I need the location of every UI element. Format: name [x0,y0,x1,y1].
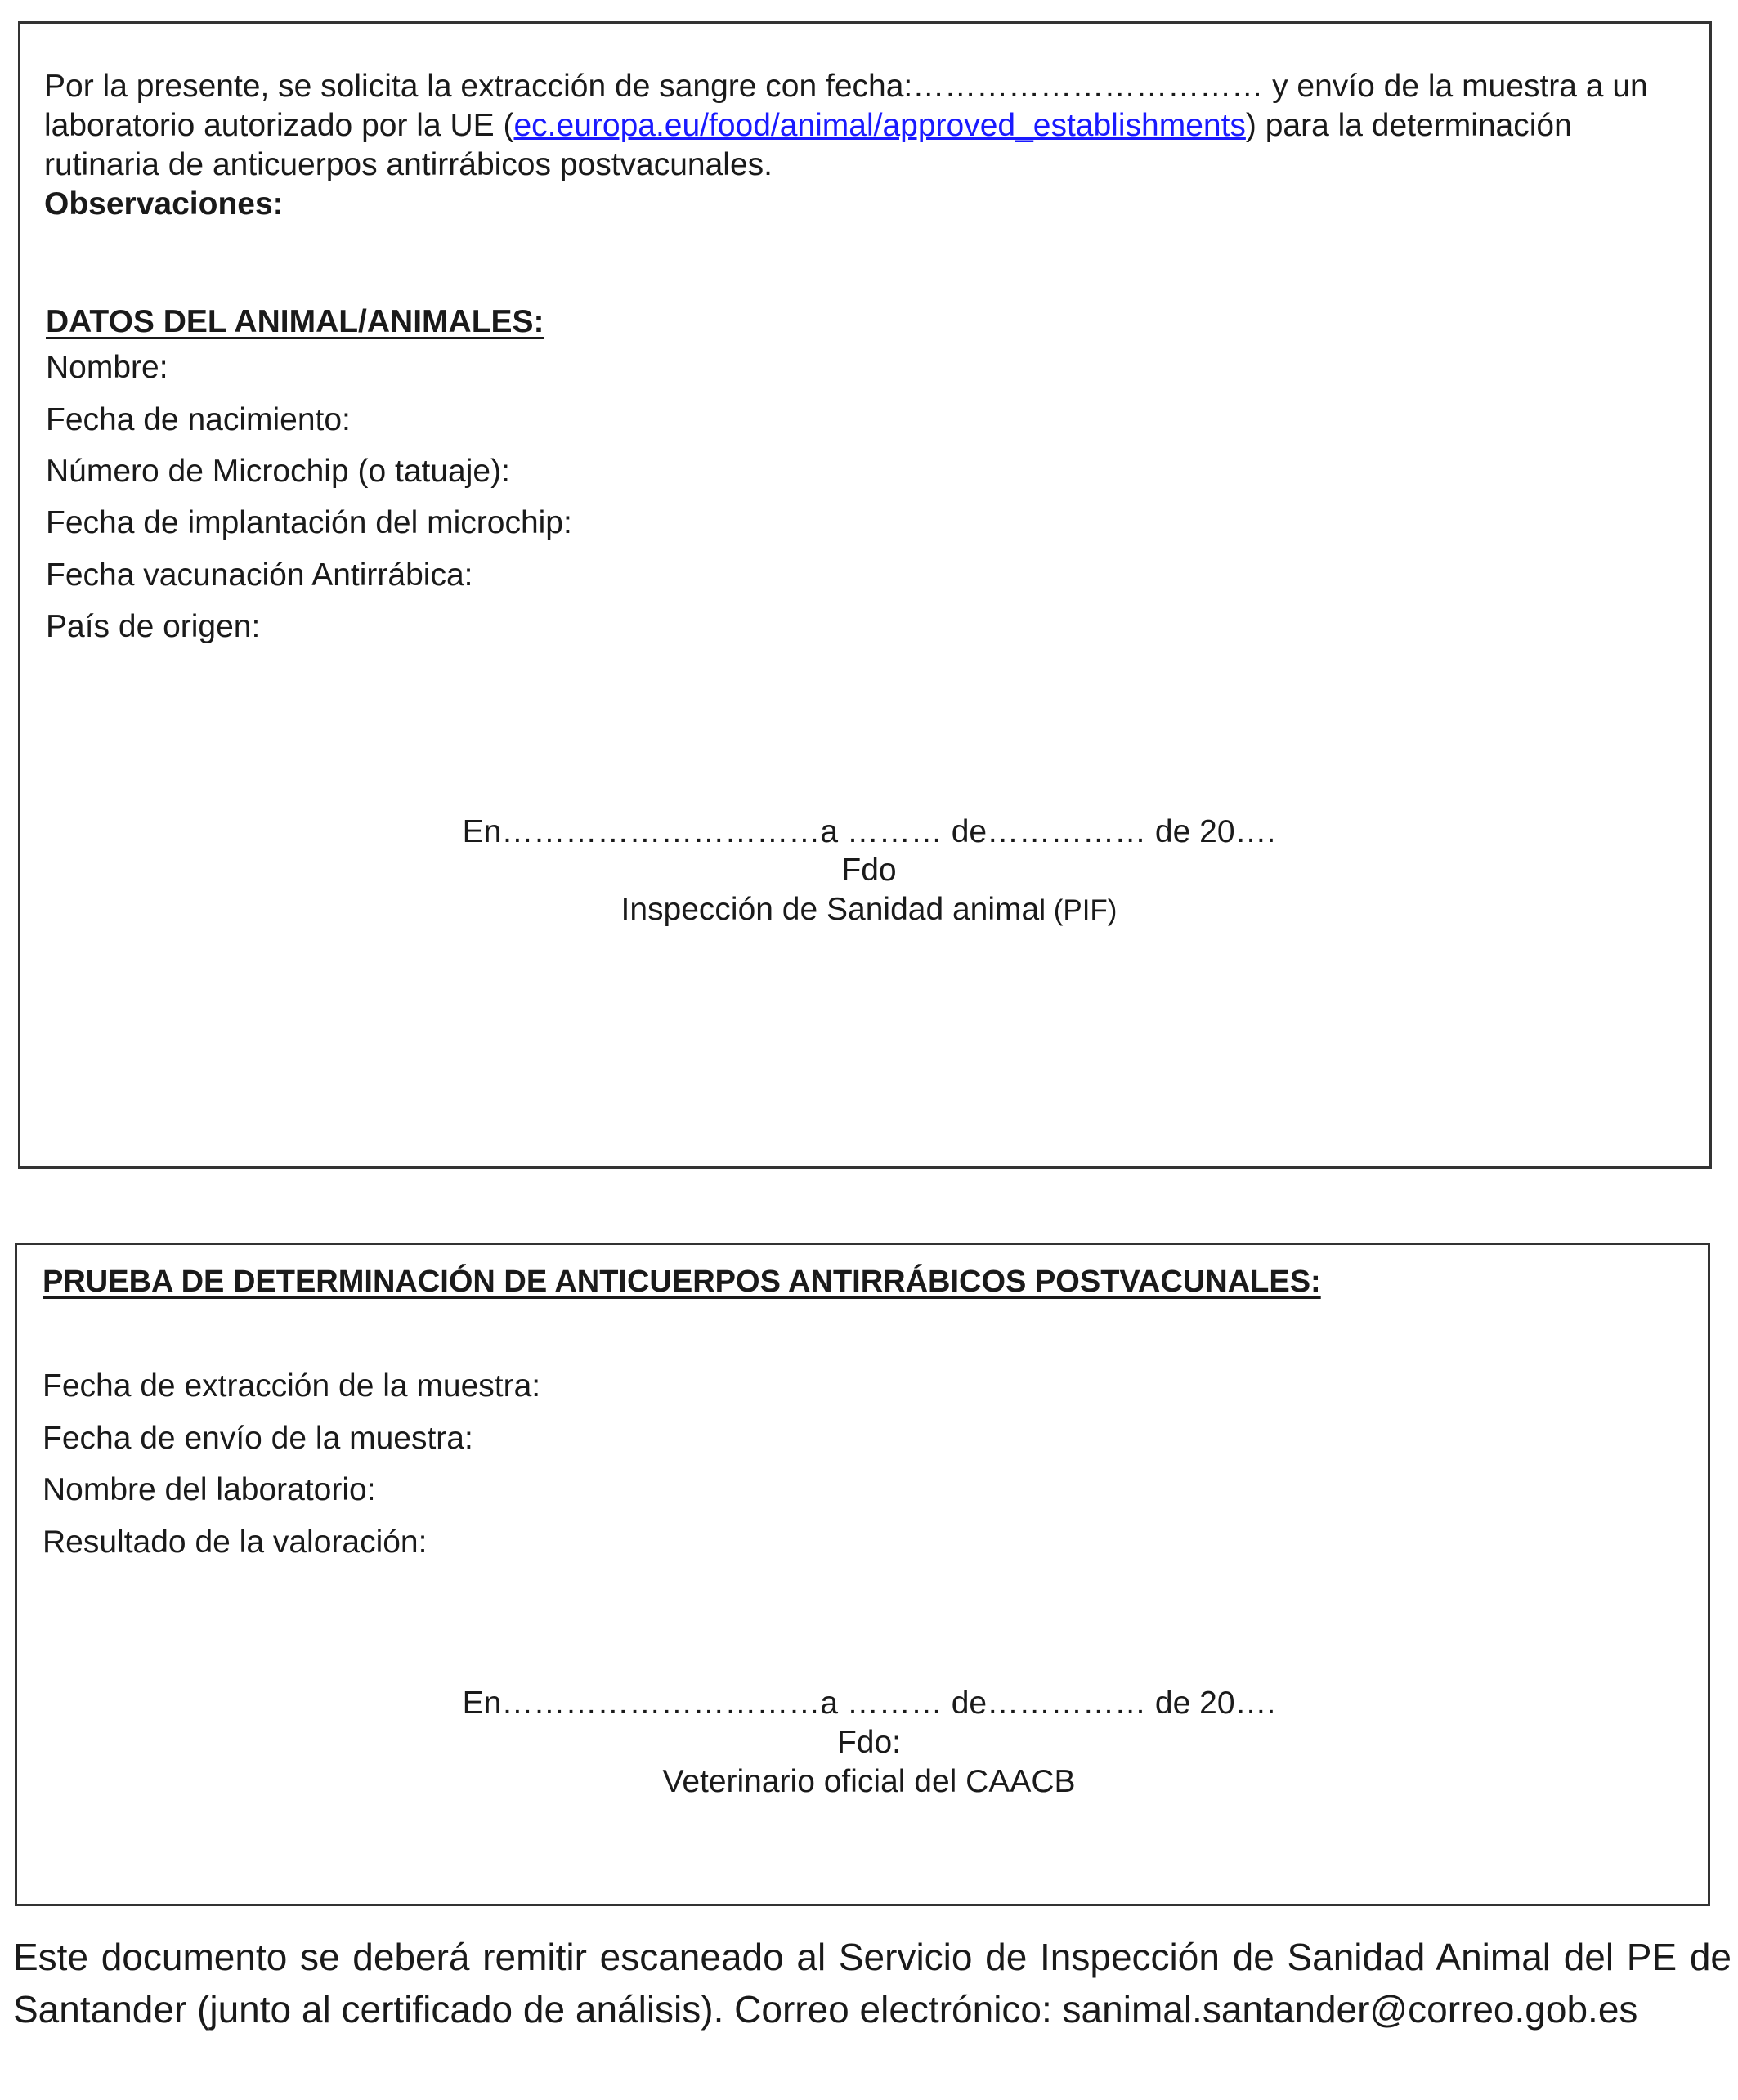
field-fecha-envio: Fecha de envío de la muestra: [43,1421,473,1456]
intro-text-after-link: ) para la determinación rutinaria de anticuerpos antirrábicos postvacunales. [44,108,1572,182]
request-signer-main: Inspección de Sanidad anima [620,892,1040,927]
request-signer [0,890,1738,930]
field-fecha-implantacion: Fecha de implantación del microchip: [46,505,572,540]
field-nombre-laboratorio: Nombre del laboratorio: [43,1472,376,1507]
request-place-date-line: En…………………………a ……… de…………… de 20…. [462,814,1276,849]
field-pais-origen: País de origen: [46,609,261,644]
test-heading: PRUEBA DE DETERMINACIÓN DE ANTICUERPOS ANTIRRÁBICOS POSTVACUNALES: [43,1265,1321,1299]
field-fecha-vacunacion: Fecha vacunación Antirrábica: [46,557,473,593]
field-fecha-extraccion: Fecha de extracción de la muestra: [43,1368,541,1404]
request-intro [44,67,1671,224]
request-signer-suffix: l (PIF) [1039,894,1118,926]
test-signature-label: Fdo: [836,1725,902,1760]
field-numero-microchip: Número de Microchip (o tatuaje): [46,454,510,489]
request-signature-label: Fdo [841,853,897,888]
intro-text-before-link: Por la presente, se solicita la extracción de sangre con fecha:…………………………… y envío de la muestra a un laboratorio autorizado por la UE ( [44,69,1648,143]
test-signer: Veterinario oficial del CAACB [662,1764,1076,1799]
approved-establishments-link[interactable]: ec.europa.eu/food/animal/approved_establishments [513,108,1246,143]
footer-note: Este documento se deberá remitir escaneado al Servicio de Inspección de Sanidad Animal del PE de Santander (junto al certificado de análisis). Correo electrónico: sanimal.santander@correo.gob.es [13,1936,1731,2031]
field-fecha-nacimiento: Fecha de nacimiento: [46,402,351,437]
field-nombre: Nombre: [46,350,168,385]
animal-data-heading: DATOS DEL ANIMAL/ANIMALES: [46,304,544,339]
field-resultado-valoracion: Resultado de la valoración: [43,1525,428,1560]
test-box [15,1243,1710,1906]
test-place-date-line: En…………………………a ……… de…………… de 20…. [462,1686,1276,1721]
observaciones-label: Observaciones: [44,186,284,222]
